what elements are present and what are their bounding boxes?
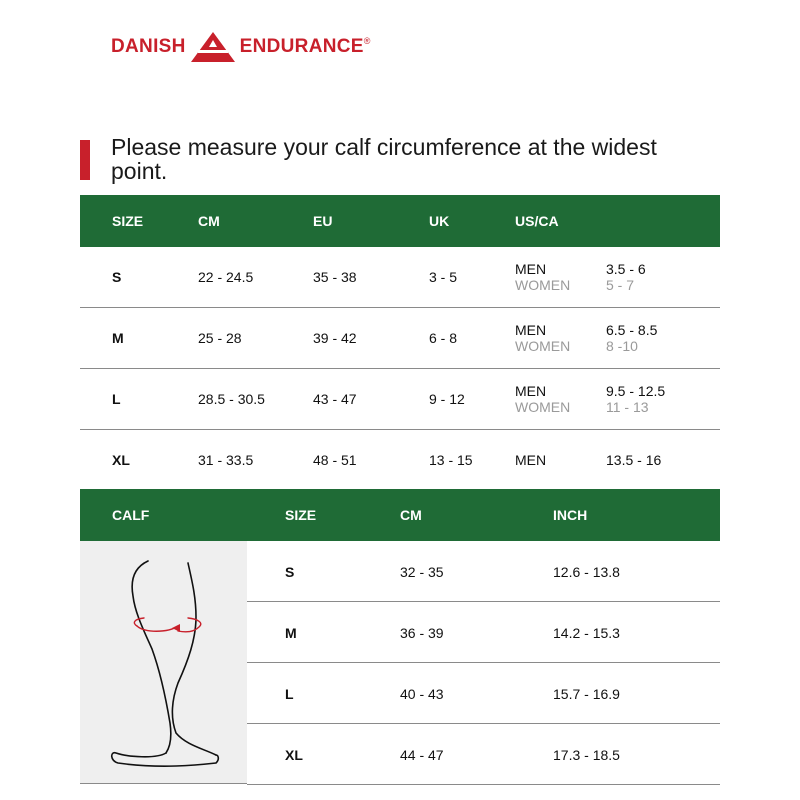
size-cell: M [112,330,124,346]
table-row [80,308,720,369]
size-cell: S [112,269,122,285]
header-size: SIZE [285,507,317,523]
women-value: 5 - 7 [606,277,635,293]
cm-cell: 40 - 43 [400,686,444,702]
men-label: MEN [515,322,547,338]
header-us-ca: US/CA [515,213,559,229]
men-value: 13.5 - 16 [606,452,662,468]
men-value: 6.5 - 8.5 [606,322,658,338]
calf-illustration-panel [80,541,247,784]
inch-cell: 14.2 - 15.3 [553,625,620,641]
size-cell: M [285,625,297,641]
table-row [247,541,720,602]
measure-arrow-icon [172,624,180,632]
header-uk: UK [429,213,450,229]
men-value: 3.5 - 6 [606,261,646,277]
table-bottom-divider [80,783,247,784]
uk-cell: 3 - 5 [429,269,458,285]
eu-cell: 35 - 38 [313,269,357,285]
uk-cell: 6 - 8 [429,330,458,346]
women-label: WOMEN [515,338,571,354]
uk-cell: 13 - 15 [429,452,473,468]
cm-cell: 44 - 47 [400,747,444,763]
men-label: MEN [515,452,547,468]
headline-accent-bar [80,140,90,180]
table-row [247,724,720,785]
men-label: MEN [515,383,547,399]
cm-cell: 31 - 33.5 [198,452,254,468]
table-row [247,602,720,663]
header-cm: CM [400,507,422,523]
brand-name-right: ENDURANCE [239,36,364,57]
eu-cell: 48 - 51 [313,452,357,468]
cm-cell: 36 - 39 [400,625,444,641]
size-cell: S [285,564,295,580]
men-label: MEN [515,261,547,277]
inch-cell: 12.6 - 13.8 [553,564,620,580]
eu-cell: 39 - 42 [313,330,357,346]
calf-table-header [80,489,720,541]
table-row [80,369,720,430]
cm-cell: 32 - 35 [400,564,444,580]
cm-cell: 22 - 24.5 [198,269,254,285]
uk-cell: 9 - 12 [429,391,465,407]
size-table-header [80,195,720,247]
men-value: 9.5 - 12.5 [606,383,666,399]
header-inch: INCH [553,507,588,523]
inch-cell: 15.7 - 16.9 [553,686,620,702]
header-cm: CM [198,213,220,229]
page-title: Please measure your calf circumference at the widest point. [111,134,657,184]
header-size: SIZE [112,213,144,229]
header-calf: CALF [112,507,150,523]
women-value: 8 -10 [606,338,638,354]
inch-cell: 17.3 - 18.5 [553,747,620,763]
cm-cell: 28.5 - 30.5 [198,391,265,407]
women-value: 11 - 13 [606,399,649,415]
leg-calf-measure-icon [80,541,247,784]
size-cell: XL [112,452,130,468]
eu-cell: 43 - 47 [313,391,357,407]
table-row [247,663,720,724]
mountain-logo-icon [190,31,236,63]
registered-mark: ® [363,36,371,46]
header-eu: EU [313,213,333,229]
table-row [80,247,720,308]
size-cell: L [112,391,121,407]
size-cell: L [285,686,294,702]
brand-name-left: DANISH [111,36,186,57]
table-row [80,430,720,490]
cm-cell: 25 - 28 [198,330,242,346]
size-cell: XL [285,747,303,763]
women-label: WOMEN [515,277,571,293]
brand-logo [111,30,370,64]
women-label: WOMEN [515,399,571,415]
